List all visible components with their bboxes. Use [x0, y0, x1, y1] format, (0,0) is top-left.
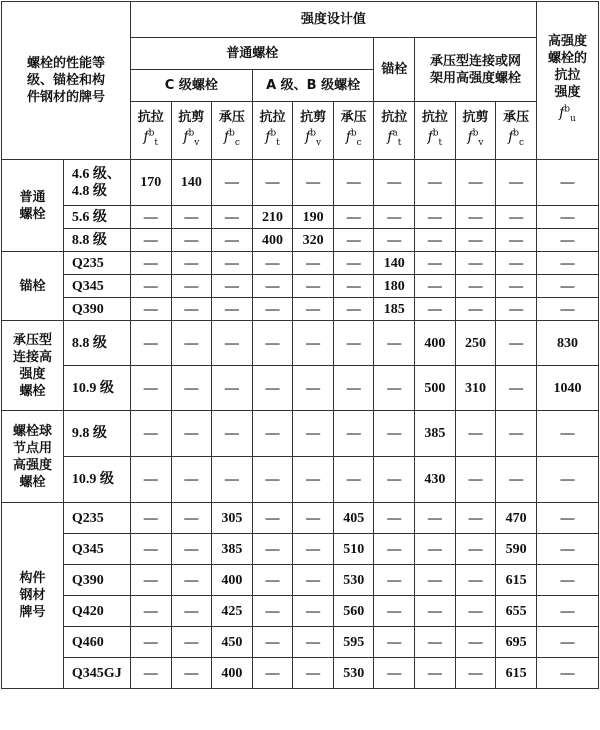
row-label: Q235 — [63, 252, 130, 275]
cell: — — [212, 411, 253, 457]
cell: — — [455, 596, 496, 627]
cell: — — [130, 366, 171, 411]
cell: 400 — [415, 321, 456, 366]
cell: — — [496, 206, 537, 229]
cell: 310 — [455, 366, 496, 411]
cell: — — [333, 229, 374, 252]
cell: — — [415, 275, 456, 298]
cell: — — [171, 457, 212, 503]
cell: — — [455, 534, 496, 565]
row-label: Q345 — [63, 275, 130, 298]
cell: — — [415, 658, 456, 689]
cell: — — [496, 457, 537, 503]
row-label: Q460 — [63, 627, 130, 658]
cell: 830 — [536, 321, 598, 366]
cell: — — [536, 229, 598, 252]
cell: — — [536, 503, 598, 534]
cell: — — [374, 503, 415, 534]
cell: — — [130, 565, 171, 596]
cell: — — [171, 411, 212, 457]
cell: 250 — [455, 321, 496, 366]
cell: — — [130, 298, 171, 321]
cell: — — [212, 252, 253, 275]
cell: — — [455, 206, 496, 229]
header-tensile-strength: 高强度 螺栓的 抗拉 强度 $f^b_u$ — [536, 2, 598, 160]
sub-tension: 抗拉 $f^b_t$ — [415, 102, 456, 160]
cell: 1040 — [536, 366, 598, 411]
sub-bearing: 承压 $f^b_c$ — [212, 102, 253, 160]
cell: — — [455, 503, 496, 534]
cell: — — [333, 321, 374, 366]
cell: 425 — [212, 596, 253, 627]
cell: 170 — [130, 160, 171, 206]
cell: — — [252, 457, 293, 503]
cell: 695 — [496, 627, 537, 658]
sub-bearing: 承压 $f^b_c$ — [333, 102, 374, 160]
cell: — — [496, 411, 537, 457]
cell: — — [455, 565, 496, 596]
cell: — — [252, 366, 293, 411]
cell: — — [171, 206, 212, 229]
cell: — — [415, 160, 456, 206]
cell: — — [293, 627, 334, 658]
cell: — — [374, 457, 415, 503]
cell: — — [496, 298, 537, 321]
row-label: Q235 — [63, 503, 130, 534]
row-label: Q420 — [63, 596, 130, 627]
cell: — — [536, 206, 598, 229]
cell: 400 — [252, 229, 293, 252]
cell: — — [212, 321, 253, 366]
cell: 530 — [333, 658, 374, 689]
row-label: 8.8 级 — [63, 229, 130, 252]
cell: — — [536, 160, 598, 206]
cell: — — [415, 252, 456, 275]
cell: — — [252, 658, 293, 689]
row-label: Q345 — [63, 534, 130, 565]
cell: — — [212, 366, 253, 411]
cell: — — [374, 658, 415, 689]
sub-shear: 抗剪 $f^b_v$ — [455, 102, 496, 160]
cell: — — [374, 206, 415, 229]
cell: 385 — [415, 411, 456, 457]
sub-shear: 抗剪 $f^b_v$ — [293, 102, 334, 160]
cell: — — [171, 658, 212, 689]
cell: — — [415, 596, 456, 627]
cell: — — [496, 275, 537, 298]
cell: 430 — [415, 457, 456, 503]
cell: — — [171, 252, 212, 275]
cell: 185 — [374, 298, 415, 321]
cell: — — [415, 627, 456, 658]
cell: 305 — [212, 503, 253, 534]
cell: — — [171, 298, 212, 321]
cell: — — [455, 411, 496, 457]
sub-shear: 抗剪 $f^b_v$ — [171, 102, 212, 160]
cell: 140 — [171, 160, 212, 206]
cell: — — [252, 411, 293, 457]
cell: — — [333, 252, 374, 275]
cell: — — [171, 275, 212, 298]
group-bearing-high-strength: 承压型 连接高 强度 螺栓 — [2, 321, 64, 411]
row-label: 10.9 级 — [63, 457, 130, 503]
cell: 500 — [415, 366, 456, 411]
cell: — — [496, 252, 537, 275]
cell: — — [293, 503, 334, 534]
row-label: Q390 — [63, 298, 130, 321]
sub-tension: 抗拉 $f^b_t$ — [130, 102, 171, 160]
cell: — — [252, 298, 293, 321]
cell: — — [293, 658, 334, 689]
cell: — — [374, 229, 415, 252]
cell: — — [293, 298, 334, 321]
cell: — — [212, 229, 253, 252]
cell: — — [333, 298, 374, 321]
cell: — — [536, 252, 598, 275]
header-bearing-type: 承压型连接或网 架用高强度螺栓 — [415, 38, 537, 102]
cell: — — [130, 503, 171, 534]
cell: — — [374, 321, 415, 366]
cell: 190 — [293, 206, 334, 229]
cell: — — [374, 160, 415, 206]
cell: — — [130, 252, 171, 275]
cell: — — [536, 298, 598, 321]
cell: — — [536, 534, 598, 565]
sub-tension: 抗拉 $f^b_t$ — [252, 102, 293, 160]
cell: — — [415, 229, 456, 252]
row-label: 9.8 级 — [63, 411, 130, 457]
cell: — — [415, 206, 456, 229]
cell: — — [293, 565, 334, 596]
cell: 320 — [293, 229, 334, 252]
cell: 400 — [212, 565, 253, 596]
cell: — — [130, 411, 171, 457]
cell: — — [536, 627, 598, 658]
cell: — — [130, 275, 171, 298]
cell: 530 — [333, 565, 374, 596]
cell: — — [293, 160, 334, 206]
cell: — — [293, 534, 334, 565]
group-anchor: 锚栓 — [2, 252, 64, 321]
cell: — — [293, 275, 334, 298]
cell: — — [374, 366, 415, 411]
cell: — — [455, 627, 496, 658]
cell: — — [536, 596, 598, 627]
cell: — — [455, 160, 496, 206]
cell: — — [171, 627, 212, 658]
cell: — — [374, 565, 415, 596]
cell: — — [130, 658, 171, 689]
cell: 560 — [333, 596, 374, 627]
cell: — — [293, 596, 334, 627]
cell: — — [252, 252, 293, 275]
cell: — — [252, 565, 293, 596]
cell: — — [212, 160, 253, 206]
cell: — — [536, 565, 598, 596]
cell: — — [455, 658, 496, 689]
sub-tension: 抗拉 $f^a_t$ — [374, 102, 415, 160]
cell: — — [212, 206, 253, 229]
row-label: 5.6 级 — [63, 206, 130, 229]
header-anchor: 锚栓 — [374, 38, 415, 102]
cell: — — [130, 229, 171, 252]
cell: — — [252, 627, 293, 658]
cell: 400 — [212, 658, 253, 689]
cell: 510 — [333, 534, 374, 565]
cell: — — [293, 411, 334, 457]
cell: — — [415, 503, 456, 534]
header-grade-c: C 级螺栓 — [130, 70, 252, 102]
cell: 595 — [333, 627, 374, 658]
header-ordinary-bolt: 普通螺栓 — [130, 38, 374, 70]
cell: — — [293, 321, 334, 366]
cell: — — [333, 160, 374, 206]
row-label: 8.8 级 — [63, 321, 130, 366]
cell: 180 — [374, 275, 415, 298]
cell: — — [374, 596, 415, 627]
cell: — — [496, 366, 537, 411]
cell: — — [252, 275, 293, 298]
cell: — — [293, 252, 334, 275]
cell: — — [455, 275, 496, 298]
cell: — — [171, 534, 212, 565]
cell: 470 — [496, 503, 537, 534]
cell: 655 — [496, 596, 537, 627]
cell: — — [252, 321, 293, 366]
group-member-steel: 构件 钢材 牌号 — [2, 503, 64, 689]
cell: — — [536, 658, 598, 689]
header-design-value: 强度设计值 — [130, 2, 536, 38]
cell: — — [496, 160, 537, 206]
row-label: Q390 — [63, 565, 130, 596]
cell: — — [455, 298, 496, 321]
cell: — — [130, 627, 171, 658]
cell: — — [130, 206, 171, 229]
group-ball-joint-bolt: 螺栓球 节点用 高强度 螺栓 — [2, 411, 64, 503]
cell: — — [496, 321, 537, 366]
row-label: Q345GJ — [63, 658, 130, 689]
cell: — — [252, 503, 293, 534]
cell: — — [171, 321, 212, 366]
cell: — — [171, 366, 212, 411]
cell: 590 — [496, 534, 537, 565]
cell: 210 — [252, 206, 293, 229]
cell: — — [293, 366, 334, 411]
cell: — — [252, 596, 293, 627]
cell: — — [171, 596, 212, 627]
cell: — — [415, 298, 456, 321]
cell: — — [130, 534, 171, 565]
cell: — — [455, 457, 496, 503]
cell: — — [252, 160, 293, 206]
cell: — — [536, 275, 598, 298]
cell: — — [212, 298, 253, 321]
cell: — — [415, 534, 456, 565]
cell: — — [536, 411, 598, 457]
cell: — — [130, 596, 171, 627]
sub-bearing: 承压 $f^b_c$ — [496, 102, 537, 160]
cell: — — [171, 565, 212, 596]
cell: — — [333, 206, 374, 229]
cell: — — [455, 252, 496, 275]
group-ordinary-bolt: 普通 螺栓 — [2, 160, 64, 252]
cell: — — [374, 534, 415, 565]
cell: — — [171, 503, 212, 534]
cell: — — [333, 457, 374, 503]
cell: 140 — [374, 252, 415, 275]
cell: 405 — [333, 503, 374, 534]
cell: — — [212, 275, 253, 298]
cell: — — [333, 275, 374, 298]
header-grade-ab: A 级、B 级螺栓 — [252, 70, 374, 102]
cell: — — [455, 229, 496, 252]
header-grade-column: 螺栓的性能等 级、锚栓和构 件钢材的牌号 — [2, 2, 131, 160]
cell: 385 — [212, 534, 253, 565]
cell: — — [130, 321, 171, 366]
cell: — — [333, 411, 374, 457]
cell: — — [130, 457, 171, 503]
cell: — — [415, 565, 456, 596]
cell: — — [536, 457, 598, 503]
cell: — — [212, 457, 253, 503]
row-label: 4.6 级、 4.8 级 — [63, 160, 130, 206]
cell: — — [252, 534, 293, 565]
cell: 615 — [496, 565, 537, 596]
cell: 450 — [212, 627, 253, 658]
cell: — — [333, 366, 374, 411]
bolt-strength-table — [1, 1, 599, 689]
cell: — — [374, 411, 415, 457]
row-label: 10.9 级 — [63, 366, 130, 411]
cell: — — [496, 229, 537, 252]
cell: 615 — [496, 658, 537, 689]
cell: — — [293, 457, 334, 503]
cell: — — [374, 627, 415, 658]
cell: — — [171, 229, 212, 252]
